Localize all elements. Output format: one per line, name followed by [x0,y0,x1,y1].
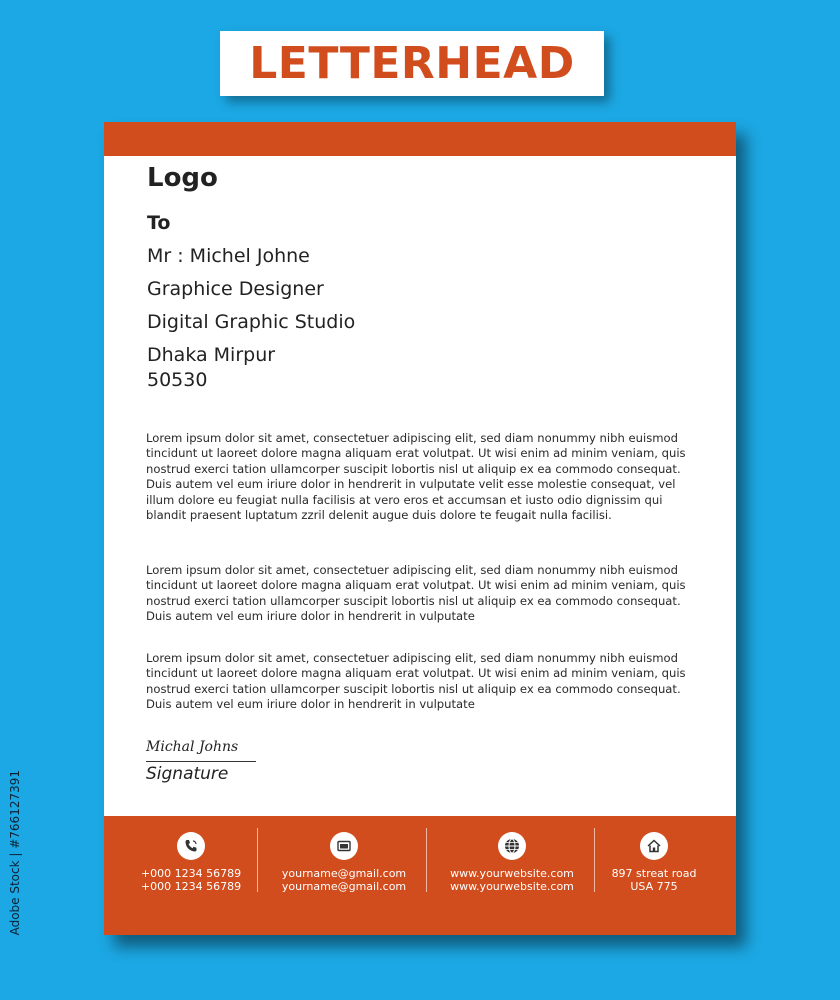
title-banner [220,31,604,96]
stock-credit-watermark: Adobe Stock | #766127391 [8,770,22,936]
signature-label: Signature [146,764,229,784]
phone-icon [177,832,205,860]
header-bar [104,122,736,156]
body-paragraph: Lorem ipsum dolor sit amet, consectetuer adipiscing elit, sed diam nonummy nibh euismod tincidunt ut laoreet dolore magna aliquam erat volutpat. Ut wisi enim ad minim veniam, quis nostrud exerci tation ullamcorper suscipit lobortis nisl ut aliquip ex ea commodo consequat. Duis autem vel eum iriure dolor in hendrerit in vulputate velit esse molestie consequat, vel illum dolore eu feugiat nulla facilisis at vero eros et accumsan et iusto odio dignissim qui blandit praesent luptatum zzril delenit augue duis dolore te feugait nulla facilisi. [146,431,686,523]
body-paragraph: Lorem ipsum dolor sit amet, consectetuer adipiscing elit, sed diam nonummy nibh euismod tincidunt ut laoreet dolore magna aliquam erat volutpat. Ut wisi enim ad minim veniam, quis nostrud exerci tation ullamcorper suscipit lobortis nisl ut aliquip ex ea commodo consequat. Duis autem vel eum iriure dolor in hendrerit in vulputate [146,563,686,624]
banner-title: LETTERHEAD [249,38,575,89]
footer-address [599,816,709,935]
footer-divider [426,828,427,892]
letterhead-page [104,122,736,935]
body-paragraph: Lorem ipsum dolor sit amet, consectetuer adipiscing elit, sed diam nonummy nibh euismod tincidunt ut laoreet dolore magna aliquam erat volutpat. Ut wisi enim ad minim veniam, quis nostrud exerci tation ullamcorper suscipit lobortis nisl ut aliquip ex ea commodo consequat. Duis autem vel eum iriure dolor in hendrerit in vulputate [146,651,686,712]
phone-line-2: +000 1234 56789 [140,880,242,893]
footer-bar [104,816,736,935]
email-line-1: yourname@gmail.com [281,867,407,880]
footer-divider [257,828,258,892]
footer-phone [126,816,256,935]
signature-line [146,761,256,762]
email-line-2: yourname@gmail.com [281,880,407,893]
recipient-title: Graphice Designer [147,278,324,300]
signature-handwriting: Michal Johns [146,739,239,755]
logo-placeholder: Logo [147,163,218,193]
phone-line-1: +000 1234 56789 [140,867,242,880]
to-label: To [147,212,171,234]
website-line-1: www.yourwebsite.com [450,867,574,880]
recipient-company: Digital Graphic Studio [147,311,356,333]
recipient-zip: 50530 [147,369,208,391]
recipient-address [147,212,355,393]
recipient-city: Dhaka Mirpur [147,344,276,366]
globe-icon [498,832,526,860]
footer-divider [594,828,595,892]
website-line-2: www.yourwebsite.com [450,880,574,893]
footer-website [432,816,592,935]
recipient-name: Mr : Michel Johne [147,245,310,267]
home-icon [640,832,668,860]
footer-email [264,816,424,935]
address-line-2: USA 775 [630,880,678,893]
mail-icon [330,832,358,860]
address-line-1: 897 streat road [611,867,697,880]
